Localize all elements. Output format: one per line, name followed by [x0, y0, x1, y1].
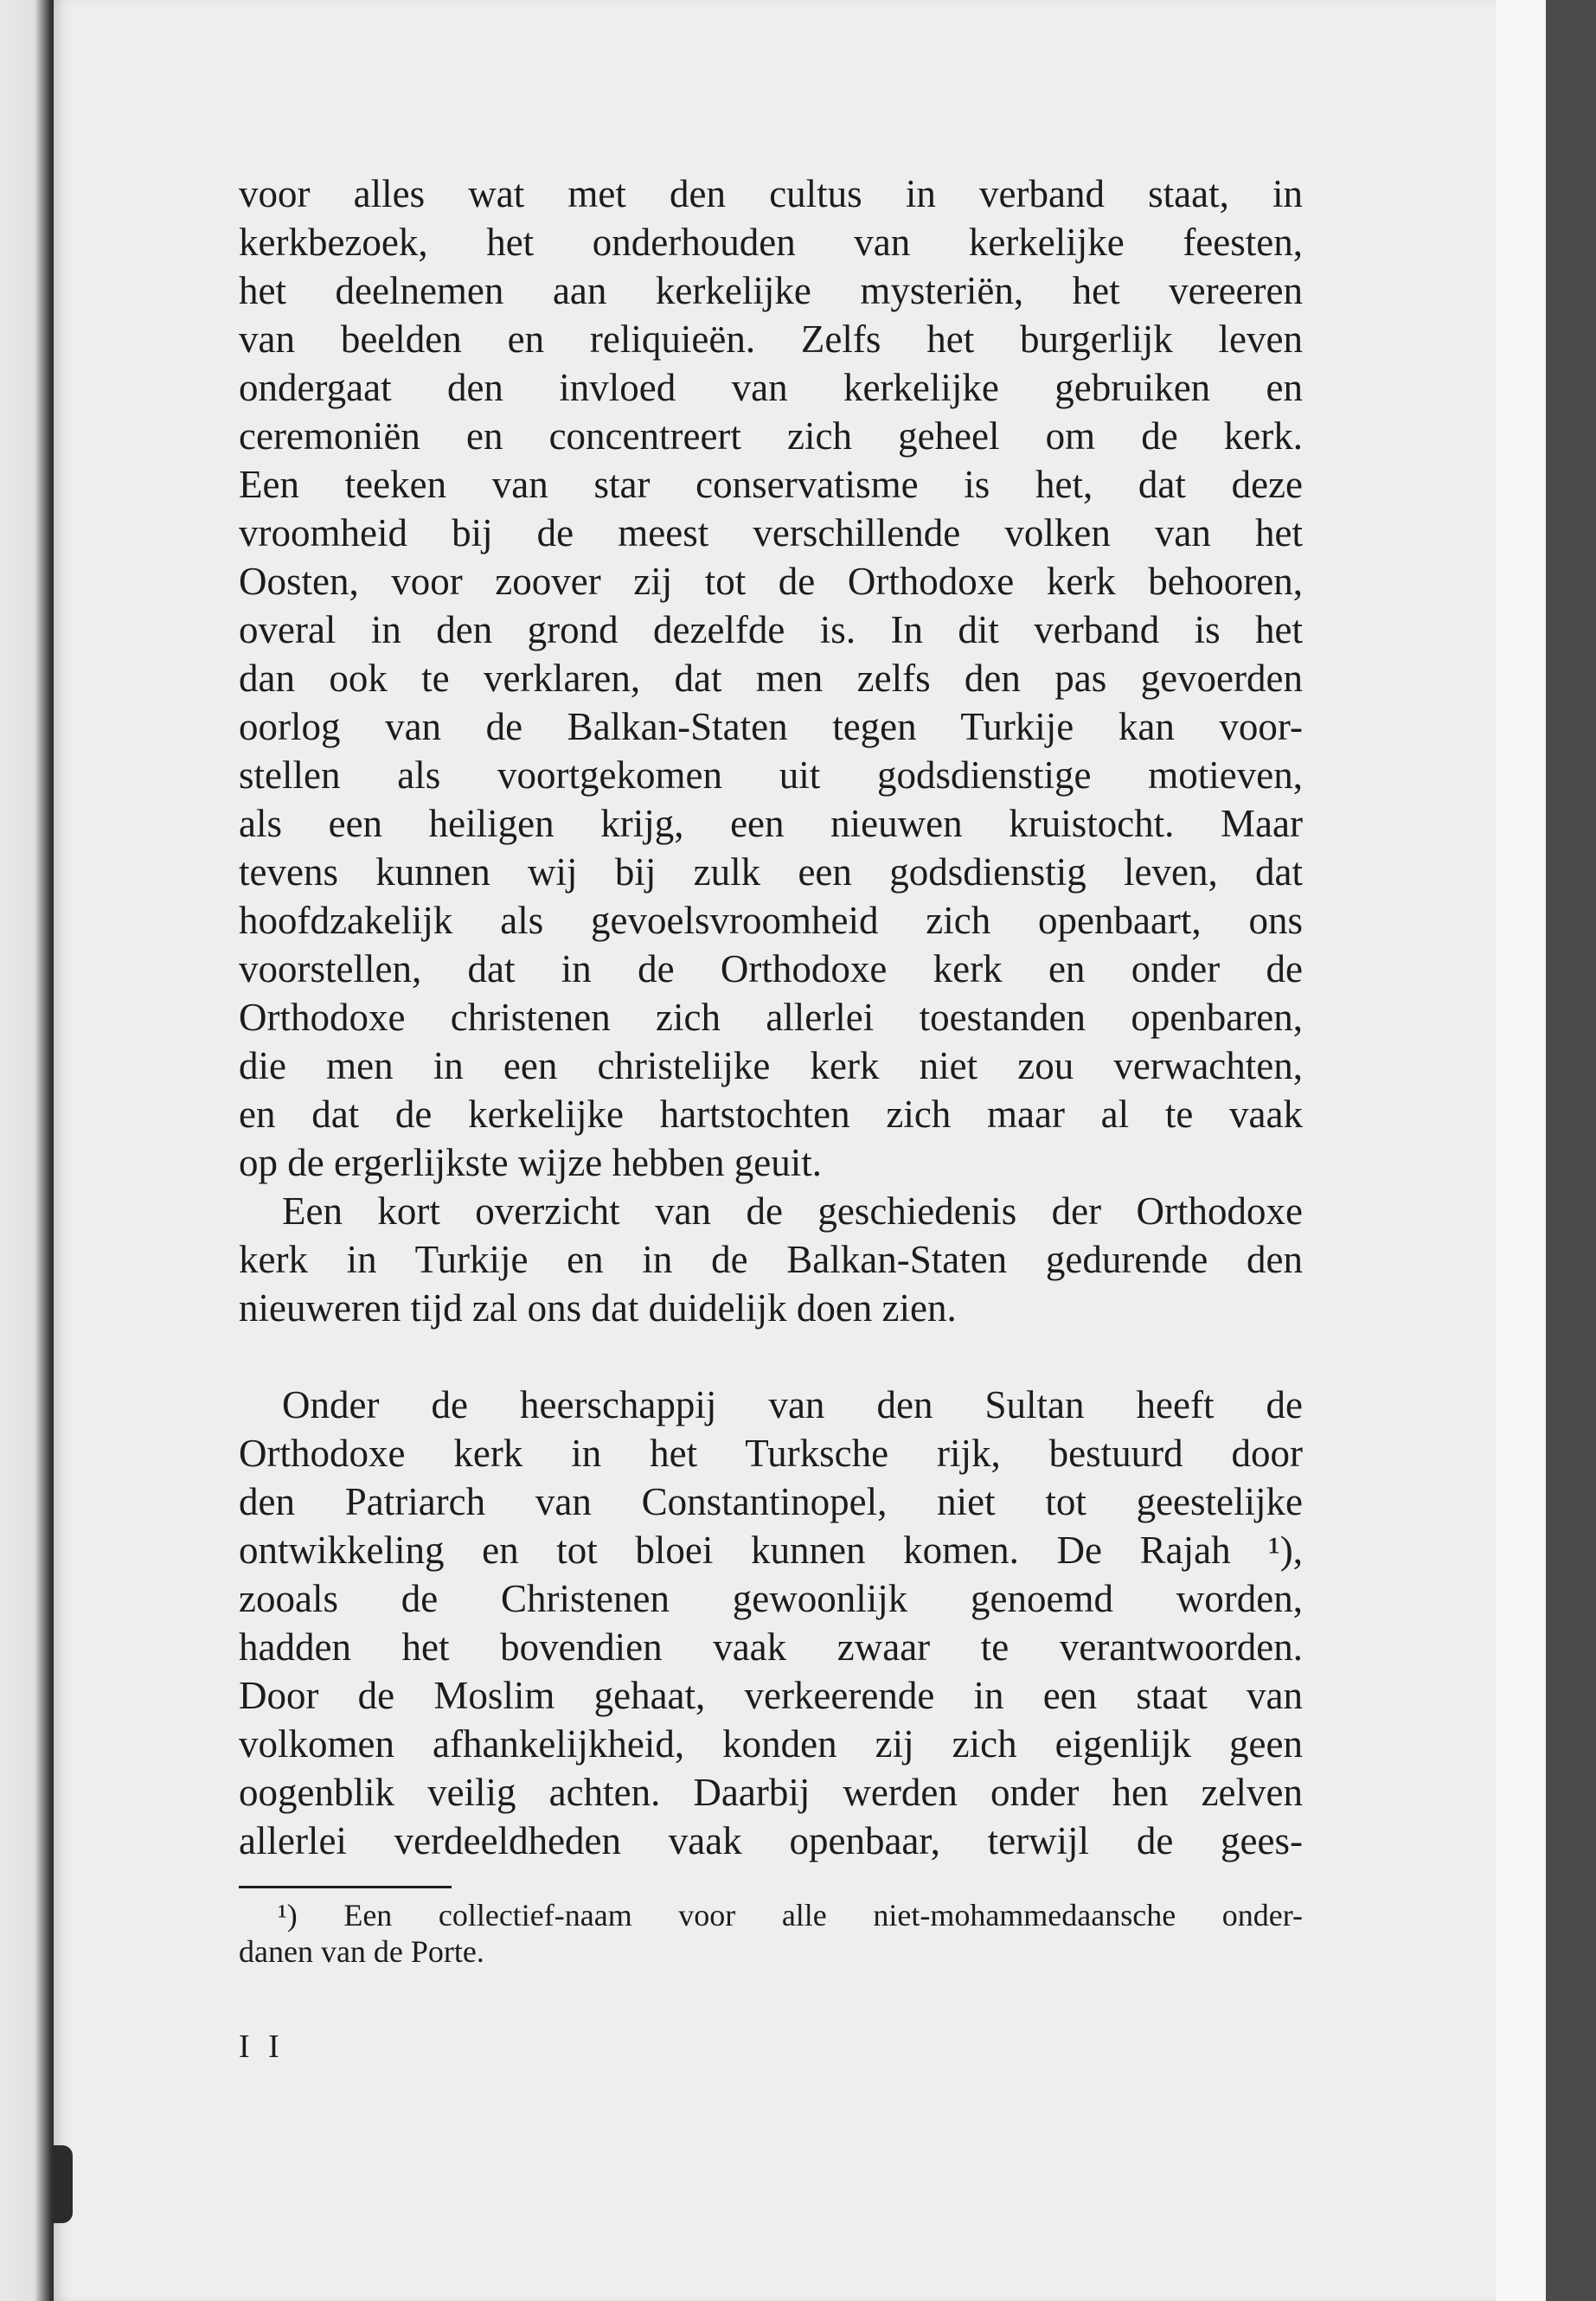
text-line: Orthodoxe christenen zich allerlei toestanden openbaren, [239, 996, 1303, 1039]
footnote-line: ¹) Een collectief-naam voor alle niet-mohammedaansche onder- [278, 1898, 1303, 1932]
text-line: hadden het bovendien vaak zwaar te verantwoorden. [239, 1625, 1303, 1669]
text-line: overal in den grond dezelfde is. In dit verband is het [239, 608, 1303, 651]
text-line: kerk in Turkije en in de Balkan-Staten gedurende den [239, 1238, 1303, 1281]
footnote-divider [239, 1886, 452, 1888]
text-line: Door de Moslim gehaat, verkeerende in een staat van [239, 1674, 1303, 1717]
text-line: kerkbezoek, het onderhouden van kerkelijke feesten, [239, 221, 1303, 264]
text-line: als een heiligen krijg, een nieuwen kruistocht. Maar [239, 802, 1303, 845]
paragraph-3 [239, 1381, 1303, 1865]
text-line: voor alles wat met den cultus in verband staat, in [239, 172, 1303, 215]
page-number: I I [239, 2029, 285, 2065]
text-line: den Patriarch van Constantinopel, niet tot geestelijke [239, 1480, 1303, 1523]
text-line: ondergaat den invloed van kerkelijke gebruiken en [239, 366, 1303, 409]
text-line: Een teeken van star conservatisme is het, dat deze [239, 463, 1303, 506]
text-line: ceremoniën en concentreert zich geheel om de kerk. [239, 414, 1303, 458]
binding-shadow [54, 2145, 73, 2223]
text-line: vroomheid bij de meest verschillende volken van het [239, 511, 1303, 554]
section-break [239, 1332, 1303, 1381]
text-line: oogenblik veilig achten. Daarbij werden onder hen zelven [239, 1771, 1303, 1814]
text-line: zooals de Christenen gewoonlijk genoemd worden, [239, 1577, 1303, 1620]
book-spine-edge [0, 0, 54, 2301]
text-line: Een kort overzicht van de geschiedenis der Orthodoxe [282, 1189, 1303, 1233]
footnote-line: danen van de Porte. [239, 1934, 484, 1969]
text-line: dan ook te verklaren, dat men zelfs den pas gevoerden [239, 657, 1303, 700]
text-line: Oosten, voor zoover zij tot de Orthodoxe kerk behooren, [239, 560, 1303, 603]
text-line: van beelden en reliquieën. Zelfs het burgerlijk leven [239, 317, 1303, 361]
text-line: voorstellen, dat in de Orthodoxe kerk en onder de [239, 947, 1303, 990]
text-line: die men in een christelijke kerk niet zou verwachten, [239, 1044, 1303, 1087]
text-line: hoofdzakelijk als gevoelsvroomheid zich openbaart, ons [239, 899, 1303, 942]
text-line: ontwikkeling en tot bloei kunnen komen. De Rajah ¹), [239, 1529, 1303, 1572]
text-line: en dat de kerkelijke hartstochten zich maar al te vaak [239, 1093, 1303, 1136]
text-line: oorlog van de Balkan-Staten tegen Turkije kan voor- [239, 705, 1303, 748]
text-line: Orthodoxe kerk in het Turksche rijk, bestuurd door [239, 1432, 1303, 1475]
text-line: allerlei verdeeldheden vaak openbaar, terwijl de gees- [239, 1819, 1303, 1862]
text-line: op de ergerlijkste wijze hebben geuit. [239, 1141, 822, 1184]
text-line: tevens kunnen wij bij zulk een godsdienstig leven, dat [239, 850, 1303, 894]
paragraph-1 [239, 170, 1303, 1187]
text-line: volkomen afhankelijkheid, konden zij zich eigenlijk geen [239, 1722, 1303, 1766]
page-margin-right [1496, 0, 1546, 2301]
body-text [239, 170, 1303, 1865]
footnote [239, 1897, 1303, 1970]
text-line: nieuweren tijd zal ons dat duidelijk doen zien. [239, 1286, 957, 1330]
paragraph-2 [239, 1187, 1303, 1332]
text-line: het deelnemen aan kerkelijke mysteriën, het vereeren [239, 269, 1303, 312]
text-line: stellen als voortgekomen uit godsdienstige motieven, [239, 753, 1303, 797]
text-line: Onder de heerschappij van den Sultan heeft de [282, 1383, 1303, 1426]
